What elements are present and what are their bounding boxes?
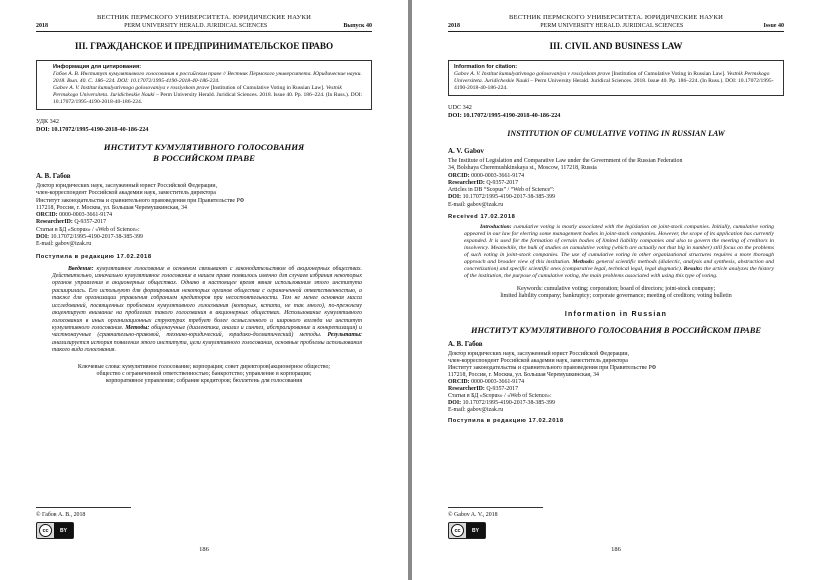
footnote-rule [36, 507, 131, 508]
russian-author: А. В. Габов [448, 339, 483, 348]
citation-label: Информация для цитирования: [53, 64, 142, 70]
article-title: INSTITUTION OF CUMULATIVE VOTING IN RUSSIAN LAW [507, 129, 725, 138]
journal-title: ВЕСТНИК ПЕРМСКОГО УНИВЕРСИТЕТА. ЮРИДИЧЕСКИЕ НАУКИ [96, 14, 312, 21]
left-page [0, 0, 408, 580]
journal-title-en: PERM UNIVERSITY HERALD. JURIDICAL SCIENCES [124, 23, 268, 29]
journal-title-en: PERM UNIVERSITY HERALD. JURIDICAL SCIENCES [540, 23, 684, 29]
abstract: Введение: кумулятивное голосование в основном связывают с законодательством об акционерных обществах. Действительно, изначально кумулятивное голосование в нашем праве появилось именно для случаев избрания некоторых органов управления в акционерных обществах. Однако в настоящее время явная использования этого института расширилась. Его используют для формирования некоторых органов общества с ограниченной ответственностью, а также для организации управления собранием кредиторов при несостоятельности. Тем не менее основная масса исследований, посвященных проблемам кумулятивного голосования (которых, кстати, не так много), по-прежнему акцентирует внимание на проблемах такого голосования в акционерных обществах. Использование кумулятивного голосования в иных организационных структурах требует более осмысленного и широкого взгляда на институт кумулятивного голосования. Методы: общенаучные (диалектика, анализ и синтез, абстрагирование и конкретизация) и частнонаучные (сравнительно-правовой, технико-юридический, юридико-догматический) методы. Результаты: анализируется история появления этого института, цели кумулятивного голосования, основные проблемы использования такого вида голосования. [52, 265, 362, 354]
footnote-rule [448, 507, 543, 508]
author-email: E-mail: gabov@izak.ru [36, 241, 92, 248]
journal-title: ВЕСТНИК ПЕРМСКОГО УНИВЕРСИТЕТА. ЮРИДИЧЕСКИЕ НАУКИ [508, 14, 724, 21]
cc-by-badge [448, 522, 486, 539]
affiliation: Доктор юридических наук, заслуженный юрист Российской Федерации, член-корреспондент Российской академии наук, заместитель директора Институт законодательства и сравнительного правоведения при Правительстве РФ 117218, Россия, г. Москва, ул. Большая Черемушкинская, 34 ORCID: 0000-0003-3661-9174 ResearcherID: Q-9357-2017 Статьи в БД «Scopus» / «Web of Science»: DOI: 10.17072/1995-4190-2017-38-385-399 E-mail: gabov@izak.ru [36, 183, 372, 249]
keywords: Keywords: cumulative voting; corporation; board of directors; joint-stock company; limited liability company; bankruptcy; corporate governance; meeting of creditors; voting bulletin [500, 286, 732, 300]
cc-icon: cc [39, 524, 52, 537]
year: 2018 [448, 23, 460, 29]
page-number: 186 [611, 546, 621, 553]
udc: UDC 342 [448, 104, 472, 111]
right-page [412, 0, 820, 580]
abstract: Introduction: cumulative voting is mostly associated with the legislation on joint-stock companies. Initially, cumulative voting appeared in our law for electing some management bodies in joint-stock companies. However, the scope of its application has currently expanded. It is used for the formation of certain bodies of limited liability companies and also to govern the meeting of creditors in insolvency. Meanwhile, the bulk of studies on cumulative voting (which are actually not that big in number) still focus on the problems of such voting in joint-stock companies. The use of cumulative voting in other organizational structures requires a more thorough approach and broader view of this institution. Methods: general scientific methods (dialectic, analysis and synthesis, abstraction and concretization) and specific scientific ones (comparative legal, technical legal, legal dogmatic). Results: the article analyzes the history of the institution, the purpose of cumulative voting, the main problems associated with using this type of voting. [464, 224, 774, 280]
header-row [448, 22, 784, 32]
received-date: Поступила в редакцию 17.02.2018 [36, 253, 152, 260]
citation-label: Information for citation: [454, 64, 518, 70]
citation-en: Gabov A. V. Institut kumulyativnogo golosovaniya v rossiyskom prave [Institution of Cumulative Voting in Russian Law]. Vestnik Permskogo Universiteta. Juridicheskie Nauki – Perm University Herald. Juridical Sciences. 2018. Issue 40. Pp. 186–224. (In Russ.). DOI: 10.17072/1995-4190-2018-40-186-224. [53, 85, 363, 105]
information-in-russian: Information in Russian [564, 310, 668, 318]
doi: DOI: 10.17072/1995-4190-2018-40-186-224 [36, 125, 149, 133]
section-title: III. ГРАЖДАНСКОЕ И ПРЕДПРИНИМАТЕЛЬСКОЕ ПРАВО [74, 41, 334, 51]
issue: Выпуск 40 [343, 23, 372, 29]
issue: Issue 40 [763, 23, 784, 29]
by-icon: BY [54, 523, 73, 538]
received-date: Received 17.02.2018 [448, 214, 516, 221]
russian-received-date: Поступила в редакцию 17.02.2018 [448, 417, 564, 424]
author: А. В. Габов [36, 172, 71, 180]
cc-icon: cc [451, 524, 464, 537]
russian-affiliation: Доктор юридических наук, заслуженный юрист Российской Федерации, член-корреспондент Российской академии наук, заместитель директора Институт законодательства и сравнительного правоведения при Правительстве РФ 117218, Россия, г. Москва, ул. Большая Черемушкинская, 34 ORCID: 0000-0003-3661-9174 ResearcherID: Q-9357-2017 Статьи в БД «Scopus» / «Web of Science»: DOI: 10.17072/1995-4190-2017-38-385-399 E-mail: gabov@izak.ru [448, 350, 657, 413]
doi: DOI: 10.17072/1995-4190-2018-40-186-224 [448, 111, 561, 119]
author-email: E-mail: gabov@izak.ru [448, 201, 504, 208]
citation-en: Gabov A. V. Institut kumulyativnogo golosovaniya v rossiyskom prave [Institution of Cumulative Voting in Russian Law]. Vestnik Permskogo Universiteta. Juridicheskie Nauki – Perm University Herald. Juridical Sciences. 2018. Issue 40. Pp. 186–224. (In Russ.). DOI: 10.17072/1995-4190-2018-40-186-224. [454, 71, 774, 91]
affiliation: The Institute of Legislation and Comparative Law under the Government of the Russian Federation 34, Bolshaya Cheremushkinskaya st., Moscow, 117218, Russia ORCID: 0000-0003-3661-9174 ResearcherID: Q-9357-2017 Articles in DB “Scopus” / “Web of Science”: DOI: 10.17072/1995-4190-2017-38-385-399 E-mail: gabov@izak.ru [448, 158, 784, 209]
author: A. V. Gabov [448, 147, 484, 155]
udk: УДК 342 [36, 118, 59, 125]
cc-by-badge [36, 522, 74, 539]
copyright: © Gabov A. V., 2018 [448, 512, 498, 518]
citation-box [448, 60, 784, 96]
copyright: © Габов А. В., 2018 [36, 512, 86, 518]
russian-title: ИНСТИТУТ КУМУЛЯТИВНОГО ГОЛОСОВАНИЯ В РОССИЙСКОМ ПРАВЕ [471, 325, 761, 335]
citation-box [36, 60, 372, 110]
citation-ru: Габов А. В. Институт кумулятивного голосования в российском праве // Вестник Пермского университета. Юридические науки. 2018. Вып. 40. C. 186–224. DOI: 10.17072/1995-4190-2018-40-186-224. [53, 71, 362, 84]
header-row [36, 22, 372, 32]
keywords: Ключевые слова: кумулятивное голосование; корпорация; совет директоров(акционерное общество; общество с ограниченной ответственностью; банкротство; управление в корпорации; корпоративное управление; собрание кредиторов; бюллетень для голосования [77, 363, 331, 385]
page-number: 186 [199, 546, 209, 553]
article-title: ИНСТИТУТ КУМУЛЯТИВНОГО ГОЛОСОВАНИЯ В РОССИЙСКОМ ПРАВЕ [103, 142, 305, 163]
by-icon: BY [466, 523, 485, 538]
section-title: III. CIVIL AND BUSINESS LAW [549, 41, 683, 51]
year: 2018 [36, 23, 48, 29]
